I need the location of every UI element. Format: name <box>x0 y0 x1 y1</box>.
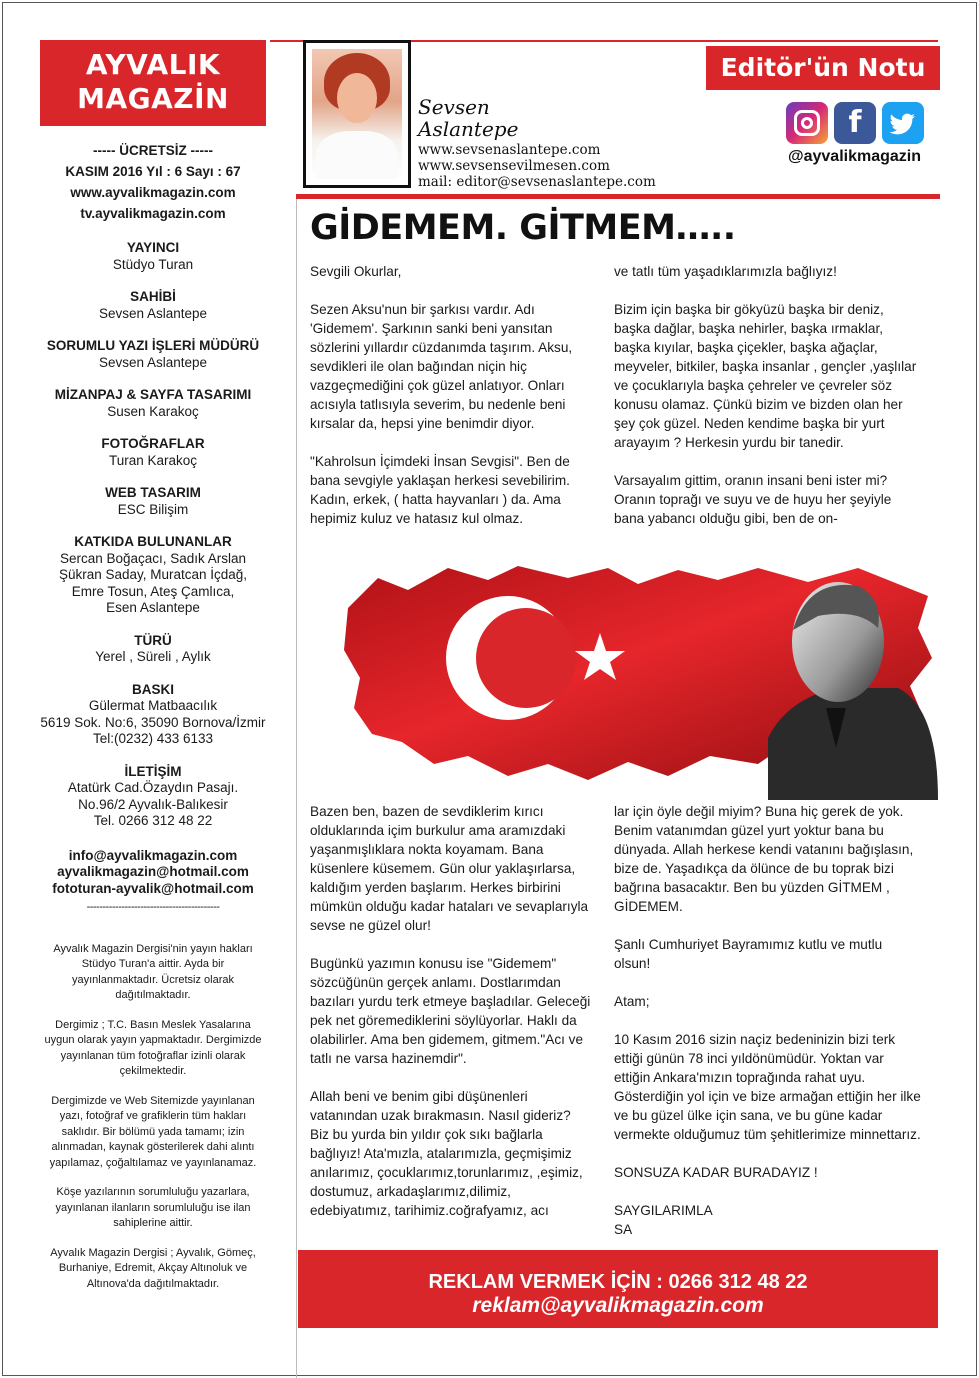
logo-line-2: MAGAZİN <box>77 82 229 115</box>
credit-heading: FOTOĞRAFLAR <box>101 436 205 451</box>
credit-heading: İLETİŞİM <box>124 763 182 779</box>
social-icons <box>786 102 924 144</box>
credit-heading: KATKIDA BULUNANLAR <box>74 534 232 549</box>
article-paragraph: SONSUZA KADAR BURADAYIZ ! <box>614 1165 818 1180</box>
credits-list <box>40 240 266 830</box>
instagram-icon[interactable] <box>786 102 828 144</box>
credit-value: Susen Karakoç <box>107 403 199 419</box>
price-label: ----- ÜCRETSİZ ----- <box>93 143 213 158</box>
article-paragraph: Atam; <box>614 994 650 1009</box>
credit-heading: YAYINCI <box>126 240 180 255</box>
article-paragraph: 10 Kasım 2016 sizin naçiz bedeninizin bizi terk ettiği günün 78 inci yıldönümüdür. Yoktan var ettiğin Ankara'mızın toprağında rahat uyu. Gösterdiğin yol için ve bize armağan ettiğin her ilke ve bu güzel ülke için sana, ve bu güne kadar vermekte olduğumuz tüm şehitlerimize minnettarız. <box>614 1032 921 1142</box>
credit-value: Emre Tosun, Ateş Çamlıca, <box>71 583 235 599</box>
email-link[interactable]: info@ayvalikmagazin.com <box>68 847 238 863</box>
article-column-right-bottom <box>614 802 921 1239</box>
legal-paragraph: Dergimizde ve Web Sitemizde yayınlanan yazı, fotoğraf ve grafiklerin tüm hakları saklıdır. Bir bölümü yada tamamı; izin alınmadan, kaynak gösterilerek dahi alıntı yapılamaz, çoğaltılamaz ve yayınlanamaz. <box>49 1094 257 1169</box>
credit-value: Tel. 0266 312 48 22 <box>93 813 213 828</box>
article-paragraph: Sevgili Okurlar, <box>310 264 402 279</box>
credit-value: Sevsen Aslantepe <box>98 354 208 370</box>
credit-heading: TÜRÜ <box>134 632 172 648</box>
footer-rule <box>298 1326 938 1328</box>
ad-banner[interactable] <box>298 1250 938 1326</box>
turkey-flag-map-image <box>338 538 938 800</box>
article-paragraph: "Kahrolsun İçimdeki İnsan Sevgisi". Ben de bana sevgiyle yaklaşan herkesi sevebilirim. Kadın, erkek, ( hatta hayvanları ) da. Ama hepimiz kuluz ve hatasız kul olmaz. <box>310 454 570 526</box>
sidebar <box>40 40 266 1306</box>
article-paragraph: Şanlı Cumhuriyet Bayramımız kutlu ve mutlu olsun! <box>614 937 883 971</box>
section-title: Editör'ün Notu <box>706 46 940 90</box>
facebook-icon[interactable]: f <box>834 102 876 144</box>
credit-heading: BASKI <box>131 681 174 697</box>
article-paragraph: Allah beni ve benim gibi düşünenleri vatanından uzak bırakmasın. Nasıl gideriz? Biz bu yurda bin yıldır çok sıkı bağlarla bağlıyız! Ata'mızla, atalarımızla, geçmişimiz anılarımız, çocuklarımız,torunlarımız, ,eşimiz, dostumuz, arkadaşlarımız,dilimiz, edebiyatımız, tarihimiz.coğrafyamız, acı <box>310 1089 583 1218</box>
column-rule <box>296 196 297 1378</box>
email-link[interactable]: ayvalikmagazin@hotmail.com <box>57 864 249 879</box>
credit-value: Gülermat Matbaacılık <box>88 698 218 713</box>
ad-phone: REKLAM VERMEK İÇİN : 0266 312 48 22 <box>428 1271 808 1293</box>
article-column-right-top <box>614 262 921 528</box>
twitter-icon[interactable] <box>882 102 924 144</box>
credit-heading: SAHİBİ <box>130 289 176 304</box>
author-website-link[interactable]: www.sevsenaslantepe.com <box>418 142 601 158</box>
credit-value: Stüdyo Turan <box>112 256 194 272</box>
author-website-link[interactable]: www.sevsensevilmesen.com <box>418 158 610 174</box>
credit-heading: WEB TASARIM <box>105 485 201 500</box>
magazine-logo[interactable] <box>40 40 266 126</box>
portrait-image <box>312 49 402 179</box>
credit-heading: MİZANPAJ & SAYFA TASARIMI <box>54 387 252 402</box>
website-link[interactable]: www.ayvalikmagazin.com <box>70 185 236 200</box>
social-handle[interactable]: @ayvalikmagazin <box>788 148 921 165</box>
author-first-name: Sevsen <box>418 95 490 119</box>
article-paragraph: Bazen ben, bazen de sevdiklerim kırıcı olduklarında içim burkulur ama aramızdaki yaşanmışlıklara nokta koyamam. Bana küsenlere küsemem. Gün olur yaklaşırlarsa, kaldığım yerden başlarım. Herkes birbirini mümkün olduğu kadar hataları ve sevaplarıyla sevse ne güzel olur! <box>310 804 589 933</box>
article-paragraph: Sezen Aksu'nun bir şarkısı vardır. Adı 'Gidemem'. Şarkının sanki beni yansıtan sözlerini yıllardır cüzdanımda taşırım. Aksu, sevdikleri ile olan bağından niçin hiç vazgeçmediğini çok güzel anlatıyor. Onları acısıyla tatlısıyla severim, bu nedenle beni kırsalar da, hepsi yine benimdir diyor. <box>310 302 573 431</box>
credit-value: Şükran Saday, Muratcan İçdağ, <box>58 567 248 582</box>
logo-line-1: AYVALIK <box>85 48 221 81</box>
credit-value: 5619 Sok. No:6, 35090 Bornova/İzmir <box>40 714 266 730</box>
legal-paragraph: Dergimiz ; T.C. Basın Meslek Yasalarına uygun olarak yayın yapmaktadır. Dergimizde yayınlanan tüm fotoğraflar izinli olarak çekilmektedir. <box>44 1018 262 1077</box>
credit-value: Tel:(0232) 433 6133 <box>92 731 214 746</box>
divider: ------------------------------------------ <box>86 901 220 913</box>
article-paragraph: ve tatlı tüm yaşadıklarımızla bağlıyız! <box>614 264 837 279</box>
tv-website-link[interactable]: tv.ayvalikmagazin.com <box>80 206 226 221</box>
credit-value: ESC Bilişim <box>117 501 189 517</box>
header-divider <box>296 194 940 199</box>
email-link[interactable]: fototuran-ayvalik@hotmail.com <box>52 880 254 896</box>
credit-value: Turan Karakoç <box>108 452 198 468</box>
credit-value: Atatürk Cad.Özaydın Pasajı. <box>67 780 239 795</box>
author-last-name: Aslantepe <box>418 117 519 141</box>
credit-value: Yerel , Süreli , Aylık <box>95 649 211 664</box>
author-photo <box>303 40 411 188</box>
article-paragraph: Bizim için başka bir gökyüzü başka bir deniz, başka dağlar, başka nehirler, başka ırmaklar, başka kıyılar, başka çiçekler, başka ağaçlar, meyveler, bitkiler, başka insanlar , gençler ,yaşlılar ve çocuklarıyla başka çehreler ve çevreler söz konusu olamaz. Çünkü bizim ve bizden olan her şey çok güzel. Neden kendime başka bir yurt arayayım ? Herkesin yurdu bir tanedir. <box>614 302 917 450</box>
legal-paragraph: Ayvalık Magazin Dergisi ; Ayvalık, Gömeç, Burhaniye, Edremit, Akçay Altınoluk ve Altınova'da dağıtılmaktadır. <box>50 1246 256 1290</box>
article-column-left-bottom <box>310 802 593 1220</box>
ad-email[interactable]: reklam@ayvalikmagazin.com <box>472 1294 764 1317</box>
author-name <box>418 96 518 140</box>
author-email-link[interactable]: mail: editor@sevsenaslantepe.com <box>418 174 656 190</box>
credit-value: Sevsen Aslantepe <box>98 305 208 321</box>
contact-emails <box>40 848 266 898</box>
author-links <box>418 142 656 190</box>
article-paragraph: Bugünkü yazımın konusu ise "Gidemem" sözcüğünün gerçek anlamı. Dostlarımdan bazıları yurdu terk etmeye başladılar. Geleceği pek net göremediklerini söylüyorlar. Haklı da olabilirler. Ama ben gidemem, gitmem."Acı ve tatlı ne varsa hazinemdir". <box>310 956 591 1066</box>
issue-meta <box>40 140 266 224</box>
credit-value: No.96/2 Ayvalık-Balıkesir <box>78 796 228 812</box>
credit-value: Sercan Boğaçacı, Sadık Arslan <box>59 550 247 566</box>
legal-paragraph: Ayvalık Magazin Dergisi'nin yayın hakları Stüdyo Turan'a aittir. Ayda bir yayınlanmaktadır. Ücretsiz olarak dağıtılmaktadır. <box>53 942 253 1001</box>
credit-value: Esen Aslantepe <box>106 600 200 615</box>
article-column-left-top <box>310 262 593 528</box>
credit-heading: SORUMLU YAZI İŞLERİ MÜDÜRÜ <box>46 338 260 353</box>
article-paragraph: lar için öyle değil miyim? Buna hiç gerek de yok. Benim vatanımdan güzel yurt yoktur bana bu dünyada. Allah herkese kendi vatanını bağışlasın, bize de. Yaşadıkça da ölünce de bu toprak bizi bağrına basacaktır. Ben bu yüzden GİTMEM , GİDEMEM. <box>614 804 914 914</box>
legal-paragraph: Köşe yazılarının sorumluluğu yazarlara, yayınlanan ilanların sorumluluğu ise ilan sahiplerine aittir. <box>55 1186 251 1229</box>
legal-notice <box>40 942 266 1293</box>
issue-number: KASIM 2016 Yıl : 6 Sayı : 67 <box>65 164 241 179</box>
article-paragraph: Varsayalım gittim, oranın insani beni ister mi? Oranın toprağı ve suyu ve de huyu her şeyiyle bana yabancı olduğu gibi, ben de on- <box>614 473 892 526</box>
signature: SAYGILARIMLA SA <box>614 1203 713 1237</box>
article-title: GİDEMEM. GİTMEM….. <box>310 208 736 248</box>
